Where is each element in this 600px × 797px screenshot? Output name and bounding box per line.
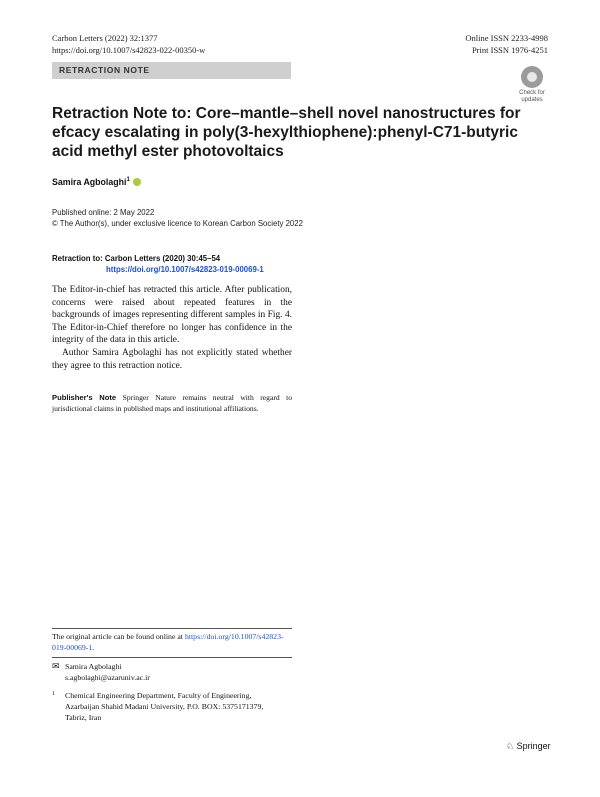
issn-block — [465, 32, 548, 56]
affiliation-text: Chemical Engineering Department, Faculty of Engineering, Azarbaijan Shahid Madani University, P.O. BOX: 5375171379, Tabriz, Iran — [65, 691, 264, 722]
published-date: Published online: 2 May 2022 — [52, 208, 155, 217]
article-doi[interactable]: https://doi.org/10.1007/s42823-022-00350-w — [52, 45, 206, 55]
publisher-note-label: Publisher's Note — [52, 393, 117, 402]
body-paragraph-2: Author Samira Agbolaghi has not explicitly stated whether they agree to this retraction notice. — [52, 347, 292, 371]
original-article-link[interactable]: https://doi.org/10.1007/s42823-019-00069-1 — [52, 632, 284, 652]
author-name[interactable]: Samira Agbolaghi — [52, 177, 127, 187]
mail-icon: ✉ — [52, 661, 60, 671]
journal-citation: Carbon Letters (2022) 32:1377 — [52, 33, 158, 43]
journal-header — [52, 32, 205, 56]
author-affil-mark: 1 — [126, 177, 130, 184]
author-line — [52, 177, 141, 187]
original-article-note: The original article can be found online at https://doi.org/10.1007/s42823-019-00069-1. — [52, 632, 284, 652]
contact-name: Samira Agbolaghi — [65, 662, 122, 671]
contact-divider — [52, 657, 292, 658]
issn-online: Online ISSN 2233-4998 — [465, 33, 548, 43]
publisher-note — [52, 393, 292, 414]
issn-print: Print ISSN 1976-4251 — [471, 45, 548, 55]
check-for-updates-button[interactable] — [517, 66, 547, 103]
article-title: Retraction Note to: Core–mantle–shell novel nanostructures for efcacy escalating in poly(3-hexylthiophene):phenyl-C71-butyric acid methyl ester photovoltaics — [52, 105, 521, 160]
orcid-icon[interactable] — [133, 178, 141, 186]
contact-block — [52, 661, 292, 723]
check-updates-label: Check for updates — [519, 90, 545, 103]
springer-wordmark: Springer — [516, 741, 551, 751]
article-body — [52, 284, 292, 372]
contact-email[interactable]: s.agbolaghi@azaruniv.ac.ir — [65, 673, 150, 682]
license-line: © The Author(s), under exclusive licence to Korean Carbon Society 2022 — [52, 219, 303, 228]
body-paragraph-1: The Editor-in-chief has retracted this article. After publication, concerns were raised about repeated features in the backgrounds of images representing different samples in Fig. 4. The Editor-in-Chief therefore no longer has confidence in the integrity of the data in this article. — [52, 285, 292, 346]
article-type-band — [52, 62, 291, 79]
check-updates-icon — [521, 66, 543, 88]
retraction-doi-link[interactable]: https://doi.org/10.1007/s42823-019-00069-1 — [106, 265, 264, 274]
footnote-divider — [52, 628, 292, 629]
retraction-label: Retraction to: Carbon Letters (2020) 30:45–54 — [52, 254, 221, 263]
retraction-reference — [52, 253, 264, 275]
springer-horse-icon: ♘ — [506, 741, 515, 751]
affiliation-number: 1 — [52, 691, 55, 697]
article-type-label: RETRACTION NOTE — [59, 65, 150, 75]
springer-logo — [506, 741, 551, 752]
publication-meta — [52, 207, 303, 229]
publisher-note-text: Springer Nature remains neutral with regard to jurisdictional claims in published maps and institutional affiliations. — [52, 393, 293, 413]
